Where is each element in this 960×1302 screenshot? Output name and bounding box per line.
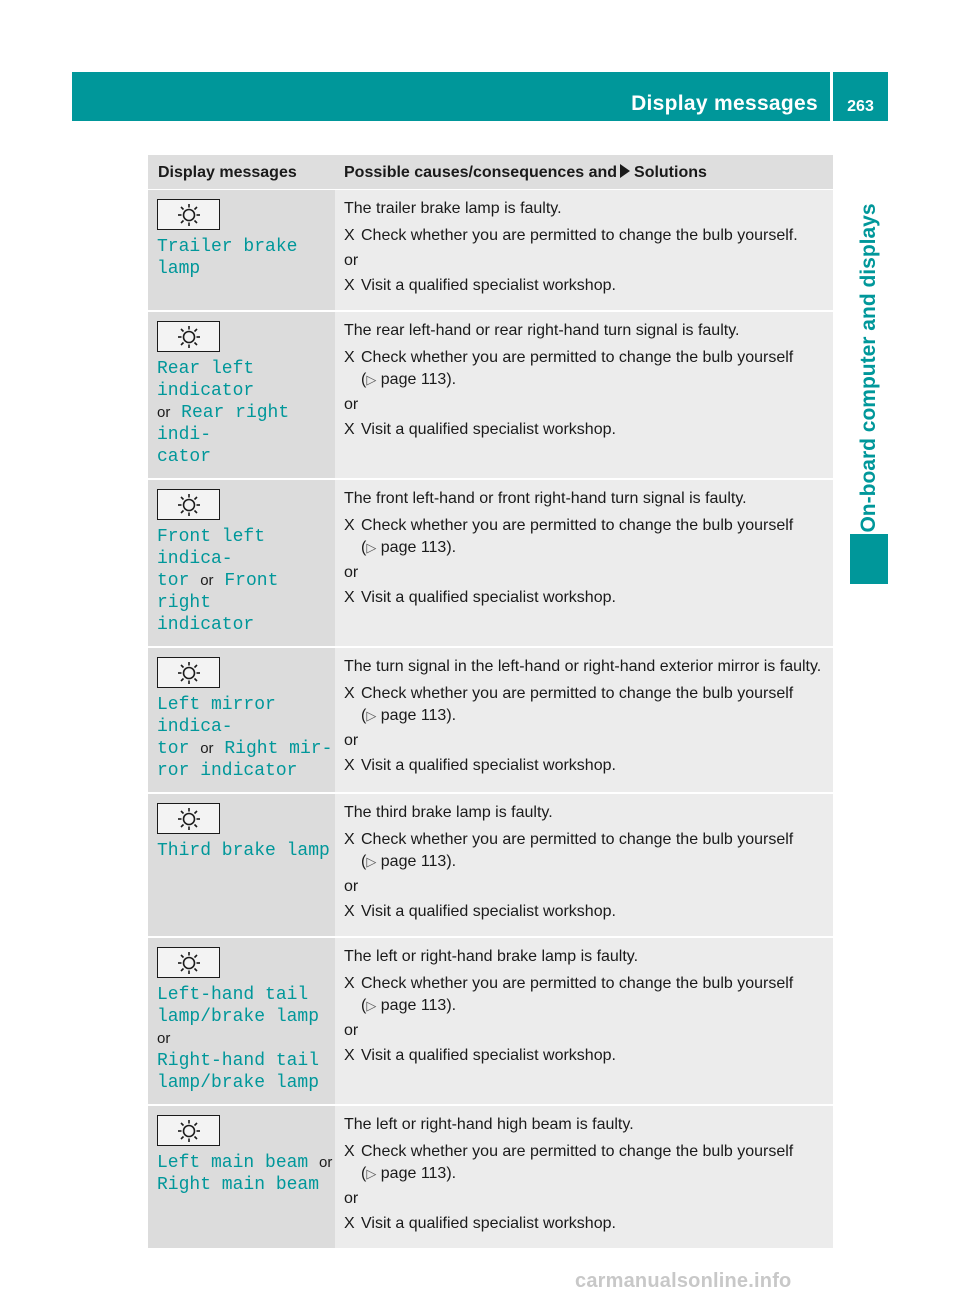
display-message-line: Rear left indicator bbox=[157, 359, 255, 401]
display-message-line: Third brake lamp bbox=[157, 841, 330, 861]
cause-description: The turn signal in the left-hand or right-hand exterior mirror is faulty. bbox=[344, 658, 822, 675]
display-message-line: Right-hand tail bbox=[157, 1051, 320, 1071]
display-message-line: Left main beam or bbox=[157, 1153, 333, 1173]
bulb-fault-icon bbox=[176, 806, 202, 832]
solution-step bbox=[344, 419, 825, 441]
page-ref-arrow-icon: ▷ bbox=[366, 854, 377, 869]
cause-description: The front left-hand or front right-hand turn signal is faulty. bbox=[344, 490, 747, 507]
solution-step-text: Visit a qualified specialist workshop. bbox=[361, 421, 616, 438]
display-message-text bbox=[157, 984, 335, 1094]
or-separator: or bbox=[344, 1190, 359, 1207]
bulb-symbol-box bbox=[157, 657, 220, 688]
table-body bbox=[148, 190, 833, 1250]
or-connector: or bbox=[319, 1154, 333, 1171]
bulb-fault-icon bbox=[176, 324, 202, 350]
solution-step bbox=[344, 225, 825, 247]
action-marker-icon: X bbox=[344, 589, 355, 606]
ref-open: ( bbox=[361, 1165, 367, 1182]
display-message-text bbox=[157, 236, 335, 280]
solution-step-text bbox=[361, 973, 793, 1017]
or-connector: or bbox=[157, 404, 171, 421]
column-header-display: Display messages bbox=[158, 164, 297, 181]
display-message-line: lamp/brake lamp bbox=[157, 1073, 320, 1093]
solution-step-text: Visit a qualified specialist workshop. bbox=[361, 1047, 616, 1064]
display-message-cell bbox=[148, 648, 335, 792]
solution-step-text bbox=[361, 829, 793, 873]
bulb-symbol-box bbox=[157, 489, 220, 520]
solution-step bbox=[344, 1141, 825, 1185]
bulb-fault-icon bbox=[176, 492, 202, 518]
or-connector: or bbox=[200, 572, 214, 589]
cause-description: The left or right-hand brake lamp is faulty. bbox=[344, 948, 639, 965]
action-marker-icon: X bbox=[344, 349, 355, 366]
action-marker-icon: X bbox=[344, 421, 355, 438]
causes-solutions-cell bbox=[335, 794, 833, 936]
bulb-fault-icon bbox=[176, 660, 202, 686]
display-message-line: Trailer brake lamp bbox=[157, 237, 298, 279]
display-message-line: Front left indica- bbox=[157, 527, 266, 569]
side-tab-block bbox=[850, 534, 888, 584]
column-header-solutions-text: Solutions bbox=[634, 164, 707, 181]
cause-description: The rear left-hand or rear right-hand turn signal is faulty. bbox=[344, 322, 740, 339]
or-separator: or bbox=[344, 396, 359, 413]
solution-step-text bbox=[361, 515, 793, 559]
table-row bbox=[148, 648, 833, 794]
header-title: Display messages bbox=[72, 72, 830, 121]
solution-step-label: Check whether you are permitted to change the bulb yourself bbox=[361, 831, 794, 848]
solution-step-label: Check whether you are permitted to change the bulb yourself bbox=[361, 349, 794, 366]
solution-step-label: Check whether you are permitted to change the bulb yourself bbox=[361, 975, 794, 992]
ref-open: ( bbox=[361, 853, 367, 870]
side-tab-label: On-board computer and displays bbox=[857, 202, 880, 533]
bulb-symbol-box bbox=[157, 947, 220, 978]
page-reference: page 113). bbox=[380, 853, 457, 870]
action-marker-icon: X bbox=[344, 1215, 355, 1232]
display-message-cell bbox=[148, 312, 335, 478]
page-number: 263 bbox=[833, 72, 888, 121]
page-ref-arrow-icon: ▷ bbox=[366, 998, 377, 1013]
or-separator: or bbox=[344, 252, 359, 269]
solution-step bbox=[344, 347, 825, 391]
solution-step bbox=[344, 973, 825, 1017]
action-marker-icon: X bbox=[344, 685, 355, 702]
page-ref-arrow-icon: ▷ bbox=[366, 708, 377, 723]
display-message-line: or Rear right indi- bbox=[157, 403, 290, 445]
or-connector: or bbox=[157, 1030, 171, 1047]
solution-step-text bbox=[361, 683, 793, 727]
side-tab bbox=[850, 150, 888, 585]
page-reference: page 113). bbox=[380, 1165, 457, 1182]
solution-step bbox=[344, 829, 825, 873]
page-reference: page 113). bbox=[380, 371, 457, 388]
display-message-line: Left-hand tail bbox=[157, 985, 309, 1005]
page-reference: page 113). bbox=[380, 707, 457, 724]
solution-step bbox=[344, 901, 825, 923]
or-separator: or bbox=[344, 878, 359, 895]
watermark: carmanualsonline.info bbox=[575, 1270, 792, 1292]
bulb-symbol-box bbox=[157, 1115, 220, 1146]
display-message-text bbox=[157, 1152, 335, 1196]
page-ref-arrow-icon: ▷ bbox=[366, 540, 377, 555]
display-message-line: Left mirror indica- bbox=[157, 695, 276, 737]
column-header-causes-text: Possible causes/consequences and bbox=[344, 164, 618, 181]
display-message-cell bbox=[148, 480, 335, 646]
display-message-text bbox=[157, 694, 335, 782]
display-message-line: tor or Right mir- bbox=[157, 739, 333, 759]
display-message-line: cator bbox=[157, 447, 212, 467]
causes-solutions-cell bbox=[335, 648, 833, 792]
or-separator: or bbox=[344, 564, 359, 581]
or-separator: or bbox=[344, 1022, 359, 1039]
ref-open: ( bbox=[361, 707, 367, 724]
action-marker-icon: X bbox=[344, 975, 355, 992]
action-marker-icon: X bbox=[344, 831, 355, 848]
solution-step-label: Check whether you are permitted to change the bulb yourself. bbox=[361, 227, 798, 244]
solution-step bbox=[344, 1213, 825, 1235]
cause-description: The third brake lamp is faulty. bbox=[344, 804, 553, 821]
table-row bbox=[148, 480, 833, 648]
solution-step bbox=[344, 515, 825, 559]
solution-step-label: Check whether you are permitted to change the bulb yourself bbox=[361, 1143, 794, 1160]
solution-step-text bbox=[361, 347, 793, 391]
display-message-cell bbox=[148, 794, 335, 936]
page-header bbox=[72, 72, 888, 121]
display-message-line: lamp/brake lamp or bbox=[157, 1007, 320, 1047]
table-row bbox=[148, 794, 833, 938]
solution-step-label: Check whether you are permitted to change the bulb yourself bbox=[361, 517, 794, 534]
bulb-fault-icon bbox=[176, 202, 202, 228]
solution-step bbox=[344, 1045, 825, 1067]
cause-description: The left or right-hand high beam is faulty. bbox=[344, 1116, 634, 1133]
column-header-causes bbox=[335, 155, 833, 189]
cause-description: The trailer brake lamp is faulty. bbox=[344, 200, 562, 217]
causes-solutions-cell bbox=[335, 480, 833, 646]
solution-step-text: Visit a qualified specialist workshop. bbox=[361, 1215, 616, 1232]
causes-solutions-cell bbox=[335, 1106, 833, 1248]
display-message-line: Right main beam bbox=[157, 1175, 320, 1195]
solution-step-text: Visit a qualified specialist workshop. bbox=[361, 903, 616, 920]
page-ref-arrow-icon: ▷ bbox=[366, 372, 377, 387]
solution-step-label: Check whether you are permitted to change the bulb yourself bbox=[361, 685, 794, 702]
bulb-fault-icon bbox=[176, 1118, 202, 1144]
solution-step-text: Visit a qualified specialist workshop. bbox=[361, 757, 616, 774]
display-messages-table bbox=[148, 155, 833, 1250]
display-message-line: indicator bbox=[157, 615, 255, 635]
action-marker-icon: X bbox=[344, 1047, 355, 1064]
table-row bbox=[148, 312, 833, 480]
solution-step-text: Visit a qualified specialist workshop. bbox=[361, 277, 616, 294]
display-message-cell bbox=[148, 1106, 335, 1248]
table-header bbox=[148, 155, 833, 190]
action-marker-icon: X bbox=[344, 517, 355, 534]
table-row bbox=[148, 190, 833, 312]
ref-open: ( bbox=[361, 539, 367, 556]
bulb-symbol-box bbox=[157, 321, 220, 352]
causes-solutions-cell bbox=[335, 312, 833, 478]
display-message-text bbox=[157, 840, 335, 862]
solution-step bbox=[344, 275, 825, 297]
bulb-fault-icon bbox=[176, 950, 202, 976]
page-ref-arrow-icon: ▷ bbox=[366, 1166, 377, 1181]
causes-solutions-cell bbox=[335, 938, 833, 1104]
page-reference: page 113). bbox=[380, 997, 457, 1014]
bulb-symbol-box bbox=[157, 199, 220, 230]
display-message-line: tor or Front right bbox=[157, 571, 279, 613]
solution-step bbox=[344, 683, 825, 727]
action-marker-icon: X bbox=[344, 1143, 355, 1160]
or-separator: or bbox=[344, 732, 359, 749]
display-message-text bbox=[157, 526, 335, 636]
solution-step-text bbox=[361, 1141, 793, 1185]
action-marker-icon: X bbox=[344, 757, 355, 774]
causes-solutions-cell bbox=[335, 190, 833, 310]
solution-step bbox=[344, 755, 825, 777]
solution-step-text bbox=[361, 225, 798, 247]
action-marker-icon: X bbox=[344, 277, 355, 294]
bulb-symbol-box bbox=[157, 803, 220, 834]
ref-open: ( bbox=[361, 997, 367, 1014]
display-message-cell bbox=[148, 938, 335, 1104]
display-message-cell bbox=[148, 190, 335, 310]
solution-step bbox=[344, 587, 825, 609]
display-message-line: ror indicator bbox=[157, 761, 298, 781]
or-connector: or bbox=[200, 740, 214, 757]
action-marker-icon: X bbox=[344, 903, 355, 920]
action-marker-icon: X bbox=[344, 227, 355, 244]
page-reference: page 113). bbox=[380, 539, 457, 556]
solution-step-text: Visit a qualified specialist workshop. bbox=[361, 589, 616, 606]
triangle-right-icon bbox=[620, 164, 630, 178]
ref-open: ( bbox=[361, 371, 367, 388]
table-row bbox=[148, 938, 833, 1106]
table-row bbox=[148, 1106, 833, 1250]
display-message-text bbox=[157, 358, 335, 468]
